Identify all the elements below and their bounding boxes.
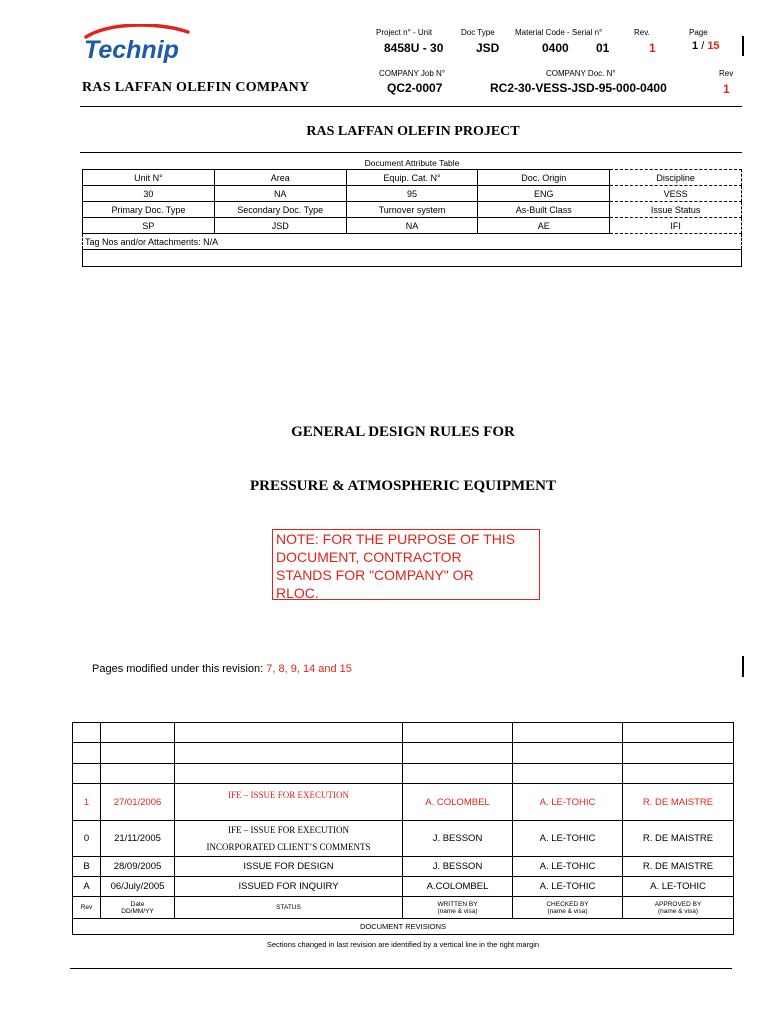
status-cell: ISSUED FOR INQUIRY	[175, 877, 403, 897]
document-attribute-table	[82, 157, 742, 267]
revision-row	[73, 821, 734, 857]
document-title-line2: PRESSURE & ATMOSPHERIC EQUIPMENT	[249, 478, 556, 494]
empty-cell	[403, 723, 513, 743]
written-by-cell: A.COLOMBEL	[403, 877, 513, 897]
status-line2: INCORPORATED CLIENT’S COMMENTS	[206, 841, 371, 852]
checked-by-cell: A. LE-TOHIC	[513, 784, 623, 821]
checked-by-label: CHECKED BY	[546, 900, 589, 908]
rev-cell: 0	[73, 821, 101, 857]
empty-cell	[73, 723, 101, 743]
empty-cell	[513, 764, 623, 784]
label-rev: Rev.	[634, 28, 650, 37]
page-footer-divider	[70, 968, 732, 969]
label-project-unit: Project n° - Unit	[376, 28, 433, 37]
rev-cell: A	[73, 877, 101, 897]
company-name: RAS LAFFAN OLEFIN COMPANY	[82, 80, 310, 95]
attr-header: Area	[214, 170, 346, 186]
label-doc-type: Doc Type	[461, 28, 495, 37]
attr-header: Secondary Doc. Type	[214, 202, 346, 218]
empty-cell	[513, 723, 623, 743]
approved-by-cell: A. LE-TOHIC	[623, 877, 734, 897]
attr-header: Turnover system	[346, 202, 478, 218]
empty-cell	[73, 764, 101, 784]
checked-by-cell: A. LE-TOHIC	[513, 877, 623, 897]
status-cell: ISSUE FOR DESIGN	[175, 857, 403, 877]
attr-value: SP	[83, 218, 215, 234]
rev-cell: 1	[73, 784, 101, 821]
contractor-note	[272, 529, 540, 600]
header-divider	[80, 106, 742, 107]
note-line: RLOC.	[276, 585, 319, 601]
logo-text: Technip	[84, 36, 179, 64]
written-by-header	[403, 897, 513, 919]
page-total: 15	[707, 40, 720, 52]
empty-cell	[73, 743, 101, 764]
name-visa-label: (name & visa)	[437, 907, 478, 915]
date-cell: 06/July/2005	[101, 877, 175, 897]
label-company-job: COMPANY Job N°	[379, 69, 446, 78]
note-line: NOTE: FOR THE PURPOSE OF THIS	[276, 531, 516, 547]
empty-cell	[175, 723, 403, 743]
serial-value: 01	[596, 41, 610, 55]
revision-row	[73, 877, 734, 897]
date-header	[101, 897, 175, 919]
attr-value: NA	[346, 218, 478, 234]
status-cell: IFE – ISSUE FOR EXECUTION	[175, 784, 403, 821]
attr-value: ENG	[478, 186, 610, 202]
revision-row	[73, 857, 734, 877]
page-current: 1	[692, 40, 699, 52]
revision-row	[73, 784, 734, 821]
note-line: DOCUMENT, CONTRACTOR	[276, 549, 462, 565]
attr-value: AE	[478, 218, 610, 234]
tag-attachments: Tag Nos and/or Attachments: N/A	[83, 234, 742, 250]
empty-cell	[513, 743, 623, 764]
empty-cell	[101, 764, 175, 784]
page-indicator	[692, 40, 720, 52]
pages-modified-label: Pages modified under this revision:	[92, 663, 267, 675]
attr-header: Issue Status	[610, 202, 742, 218]
attr-header: Unit N°	[83, 170, 215, 186]
empty-cell	[623, 743, 734, 764]
date-header-format: DD/MM/YY	[121, 907, 154, 915]
revision-table	[72, 722, 734, 935]
company-job-value: QC2-0007	[387, 81, 443, 95]
name-visa-label: (name & visa)	[657, 907, 699, 915]
label-company-rev: Rev	[719, 69, 734, 78]
approved-by-cell: R. DE MAISTRE	[623, 784, 734, 821]
empty-cell	[403, 743, 513, 764]
attr-empty-row	[83, 250, 742, 267]
change-bar	[742, 36, 744, 56]
project-unit-value: 8458U - 30	[384, 41, 444, 55]
checked-by-header	[513, 897, 623, 919]
project-divider	[80, 152, 742, 153]
approved-by-cell: R. DE MAISTRE	[623, 821, 734, 857]
label-material-code: Material Code - Serial n°	[515, 28, 603, 37]
checked-by-cell: A. LE-TOHIC	[513, 857, 623, 877]
written-by-cell: J. BESSON	[403, 821, 513, 857]
project-name: RAS LAFFAN OLEFIN PROJECT	[306, 124, 520, 139]
status-cell	[175, 821, 403, 857]
status-header: STATUS	[175, 897, 403, 919]
date-cell: 27/01/2006	[101, 784, 175, 821]
status-line1: IFE – ISSUE FOR EXECUTION	[227, 824, 349, 835]
empty-cell	[623, 723, 734, 743]
attr-header: Discipline	[610, 170, 742, 186]
name-visa-label: (name & visa)	[547, 907, 588, 915]
attr-value: JSD	[214, 218, 346, 234]
empty-cell	[175, 764, 403, 784]
document-title-line1: GENERAL DESIGN RULES FOR	[291, 424, 515, 440]
attr-header: Equip. Cat. N°	[346, 170, 478, 186]
attr-value: IFI	[610, 218, 742, 234]
revision-header-row	[73, 897, 734, 919]
attr-value: 95	[346, 186, 478, 202]
note-line: STANDS FOR "COMPANY" OR	[276, 567, 474, 583]
attr-header: As-Built Class	[478, 202, 610, 218]
technip-logo	[80, 24, 200, 64]
company-rev-value: 1	[723, 82, 730, 96]
empty-cell	[175, 743, 403, 764]
checked-by-cell: A. LE-TOHIC	[513, 821, 623, 857]
pages-modified-list: 7, 8, 9, 14 and 15	[266, 663, 352, 675]
doc-type-value: JSD	[476, 41, 500, 55]
rev-header: Rev	[73, 897, 101, 919]
approved-by-label: APPROVED BY	[654, 900, 702, 908]
change-bar	[742, 656, 744, 677]
empty-cell	[101, 723, 175, 743]
date-cell: 28/09/2005	[101, 857, 175, 877]
document-revisions-footer: DOCUMENT REVISIONS	[73, 919, 734, 935]
attr-value: 30	[83, 186, 215, 202]
technip-logo-mark	[80, 24, 200, 64]
approved-by-cell: R. DE MAISTRE	[623, 857, 734, 877]
date-header-label: Date	[130, 900, 145, 908]
revision-note: Sections changed in last revision are identified by a vertical line in the right margin	[266, 940, 540, 949]
attr-value: NA	[214, 186, 346, 202]
empty-cell	[403, 764, 513, 784]
attr-header: Primary Doc. Type	[83, 202, 215, 218]
label-page: Page	[689, 28, 708, 37]
attr-header: Doc. Origin	[478, 170, 610, 186]
rev-value: 1	[649, 41, 656, 55]
label-company-doc: COMPANY Doc. N°	[546, 69, 616, 78]
approved-by-header	[623, 897, 734, 919]
pages-modified	[92, 663, 352, 675]
company-doc-value: RC2-30-VESS-JSD-95-000-0400	[490, 81, 667, 95]
empty-cell	[101, 743, 175, 764]
written-by-label: WRITTEN BY	[437, 900, 478, 908]
written-by-cell: A. COLOMBEL	[403, 784, 513, 821]
written-by-cell: J. BESSON	[403, 857, 513, 877]
attribute-table-caption: Document Attribute Table	[364, 158, 460, 168]
date-cell: 21/11/2005	[101, 821, 175, 857]
empty-cell	[623, 764, 734, 784]
rev-cell: B	[73, 857, 101, 877]
attr-value: VESS	[610, 186, 742, 202]
page-separator: /	[701, 40, 705, 52]
material-code-value: 0400	[542, 41, 569, 55]
